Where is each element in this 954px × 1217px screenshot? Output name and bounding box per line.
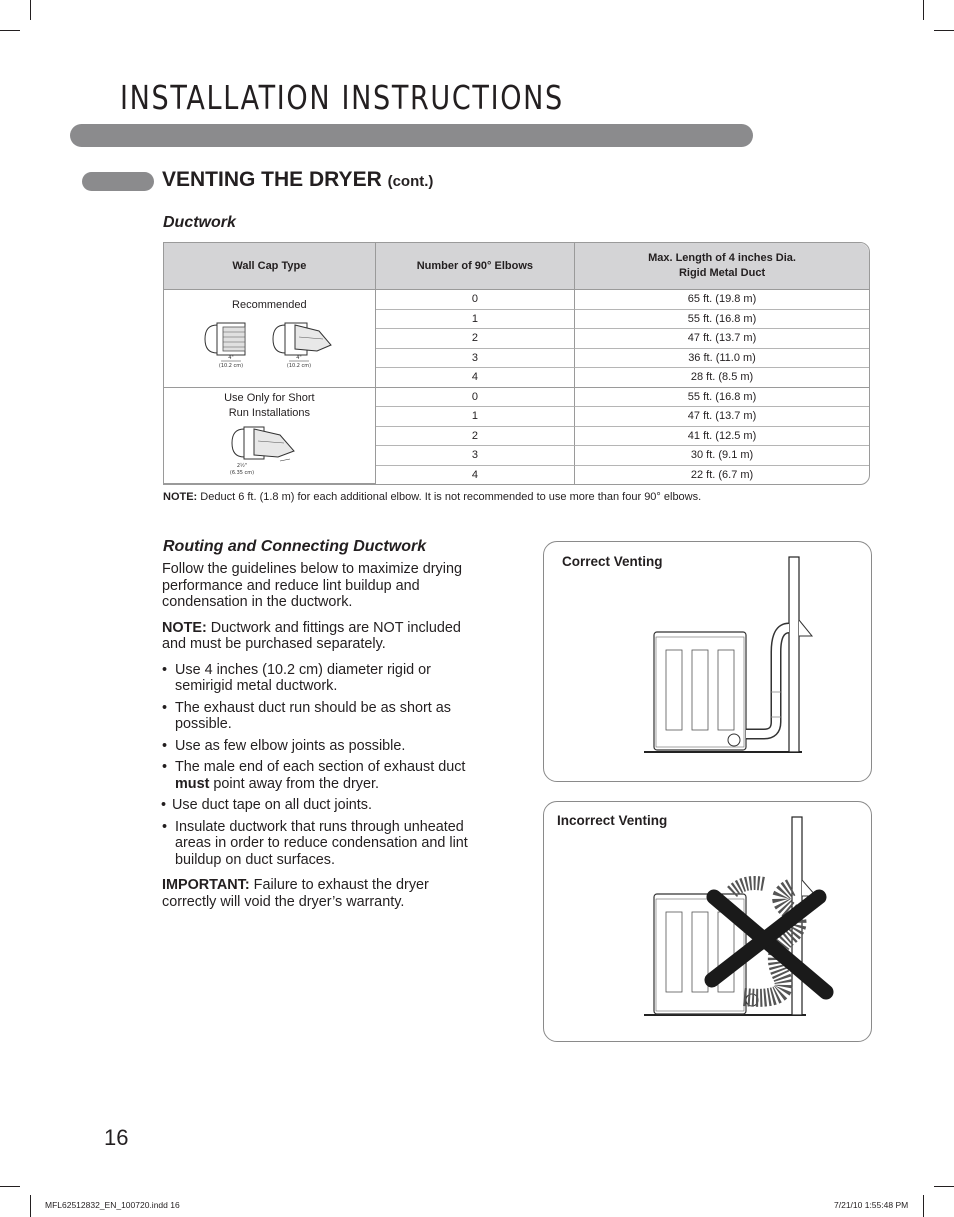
section-title	[162, 168, 433, 192]
dim-left: (10.2 cm)	[219, 363, 244, 369]
routing-note-label: NOTE:	[162, 619, 207, 636]
section-title-suffix: (cont.)	[387, 173, 434, 190]
crop-mark	[934, 1186, 954, 1187]
male-end-pre: The male end of each section of exhaust duct	[175, 759, 466, 775]
length-cell: 36 ft. (11.0 m)	[575, 349, 869, 369]
crop-mark	[934, 30, 954, 31]
header-elbows: Number of 90° Elbows	[376, 243, 575, 290]
ductwork-note-text: Deduct 6 ft. (1.8 m) for each additional elbow. It is not recommended to use more than four 90° elbows.	[197, 491, 702, 503]
list-item: • Use 4 inches (10.2 cm) diameter rigid or semirigid metal ductwork.	[162, 662, 482, 695]
page-title: INSTALLATION INSTRUCTIONS	[120, 78, 564, 117]
routing-intro: Follow the guidelines below to maximize drying performance and reduce lint buildup and condensation in the ductwork.	[162, 561, 462, 610]
routing-important-label: IMPORTANT:	[162, 877, 250, 893]
ductwork-heading: Ductwork	[163, 214, 236, 231]
cap-label-short-run-line1: Use Only for Short	[224, 391, 315, 404]
length-cell: 55 ft. (16.8 m)	[575, 388, 869, 408]
dim-short-top: 2½"	[237, 462, 248, 469]
incorrect-venting-label: Incorrect Venting	[557, 813, 668, 828]
male-end-bold: must	[175, 775, 210, 792]
routing-bullets	[162, 662, 482, 869]
dim-right: (10.2 cm)	[287, 363, 312, 369]
crop-mark	[30, 0, 31, 20]
elbows-cell: 1	[376, 310, 575, 330]
cap-label-short-run	[164, 391, 375, 421]
title-bar	[70, 124, 753, 147]
length-cell: 41 ft. (12.5 m)	[575, 427, 869, 447]
elbows-cell: 0	[376, 388, 575, 408]
crop-mark	[923, 1195, 924, 1217]
length-cell: 30 ft. (9.1 m)	[575, 446, 869, 466]
table-header-row	[164, 243, 869, 290]
list-item	[162, 759, 482, 792]
length-cell: 47 ft. (13.7 m)	[575, 407, 869, 427]
footer-file: MFL62512832_EN_100720.indd 16	[45, 1200, 180, 1210]
length-cell: 28 ft. (8.5 m)	[575, 368, 869, 388]
elbows-cell: 4	[376, 368, 575, 388]
recommended-wall-caps-icon	[199, 317, 339, 379]
elbows-cell: 2	[376, 427, 575, 447]
male-end-post: point away from the dryer.	[209, 775, 379, 792]
elbows-cell: 4	[376, 466, 575, 485]
list-item: • Use as few elbow joints as possible.	[162, 738, 482, 755]
elbows-cell: 2	[376, 329, 575, 349]
cap-label-short-run-line2: Run Installations	[228, 406, 311, 419]
crop-mark	[30, 1195, 31, 1217]
ductwork-note	[163, 491, 701, 503]
cap-cell-recommended	[164, 290, 376, 388]
routing-note	[162, 620, 482, 653]
routing-important	[162, 877, 482, 910]
routing-important-text: Failure to exhaust the dryer correctly will void the dryer’s warranty.	[162, 877, 429, 910]
section-pill	[82, 172, 154, 191]
cap-label-recommended: Recommended	[232, 299, 307, 311]
length-cell: 47 ft. (13.7 m)	[575, 329, 869, 349]
dim-left-top: 4"	[228, 355, 235, 361]
header-wall-cap-type: Wall Cap Type	[164, 243, 376, 290]
routing-note-text: Ductwork and fittings are NOT included and must be purchased separately.	[162, 619, 461, 652]
length-cell: 65 ft. (19.8 m)	[575, 290, 869, 310]
routing-body	[162, 561, 482, 919]
header-max-length-line1: Max. Length of 4 inches Dia.	[648, 252, 796, 264]
correct-venting-label: Correct Venting	[562, 554, 663, 569]
short-run-wall-cap-icon	[224, 425, 314, 477]
correct-venting-illustration	[544, 542, 871, 781]
section-title-text: VENTING THE DRYER	[162, 168, 382, 191]
list-item: • Insulate ductwork that runs through unheated areas in order to reduce condensation and lint buildup on duct surfaces.	[162, 819, 482, 869]
footer-timestamp: 7/21/10 1:55:48 PM	[834, 1200, 909, 1210]
elbows-cell: 1	[376, 407, 575, 427]
length-cell: 55 ft. (16.8 m)	[575, 310, 869, 330]
header-max-length	[575, 243, 869, 290]
incorrect-venting-illustration	[544, 802, 871, 1041]
incorrect-venting-figure	[543, 801, 872, 1042]
crop-mark	[0, 30, 20, 31]
table-row	[164, 290, 869, 310]
header-max-length-line2: Rigid Metal Duct	[678, 267, 766, 279]
crop-mark	[923, 0, 924, 20]
cap-cell-short-run	[164, 388, 376, 485]
elbows-cell: 3	[376, 349, 575, 369]
elbows-cell: 0	[376, 290, 575, 310]
correct-venting-figure	[543, 541, 872, 782]
list-item: • The exhaust duct run should be as short as possible.	[162, 700, 482, 733]
dim-right-top: 4"	[296, 355, 303, 361]
elbows-cell: 3	[376, 446, 575, 466]
crop-mark	[0, 1186, 20, 1187]
list-item: • Use duct tape on all duct joints.	[161, 797, 482, 814]
page-number: 16	[104, 1125, 129, 1150]
length-cell: 22 ft. (6.7 m)	[690, 468, 754, 481]
table-row	[164, 388, 869, 408]
ductwork-note-label: NOTE:	[163, 491, 198, 503]
dim-short-bottom: (6.35 cm)	[230, 469, 255, 476]
routing-heading: Routing and Connecting Ductwork	[163, 538, 427, 555]
ductwork-table	[163, 242, 870, 485]
